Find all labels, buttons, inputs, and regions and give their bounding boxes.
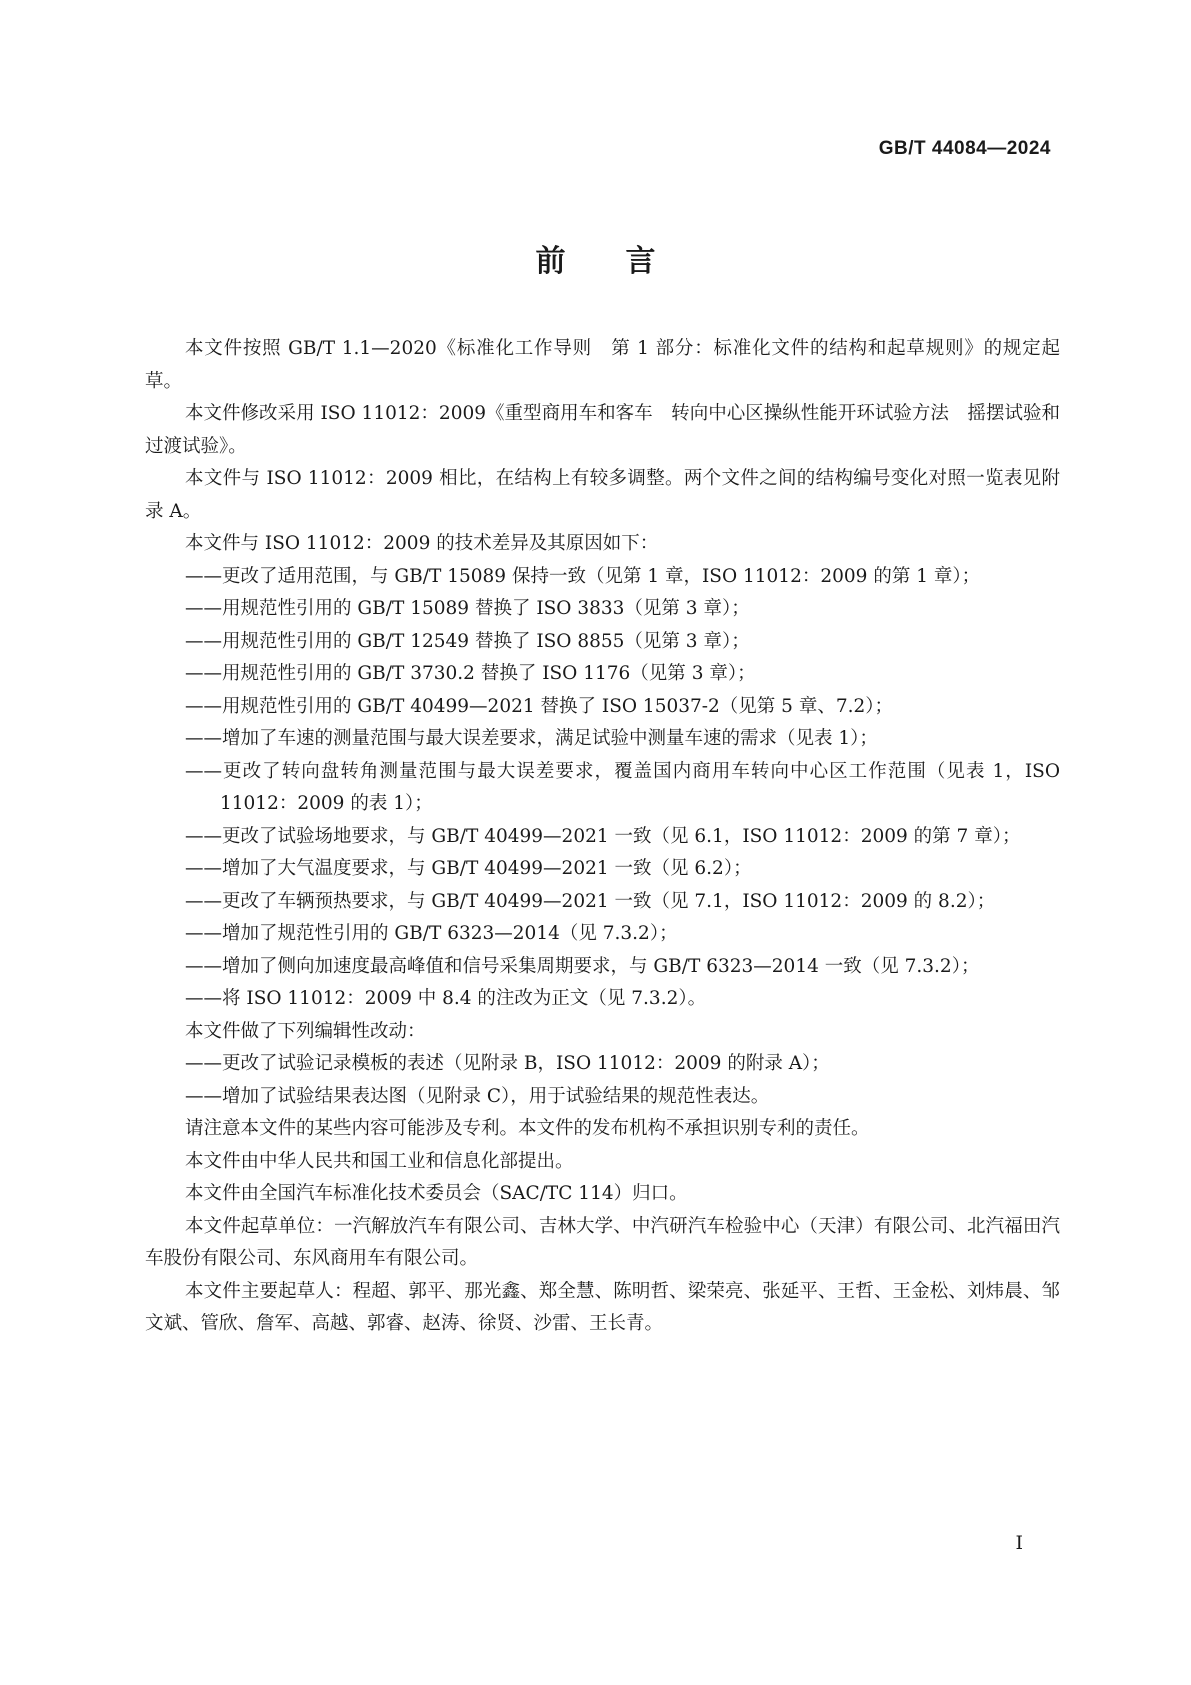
page-title: 前言 [535, 244, 716, 279]
editorial-change-item: ——更改了试验记录模板的表述（见附录 B，ISO 11012：2009 的附录 A）； [185, 1053, 830, 1074]
tech-diff-item: ——用规范性引用的 GB/T 12549 替换了 ISO 8855（见第 3 章）； [185, 630, 750, 652]
paragraph-administrator: 本文件由全国汽车标准化技术委员会（SAC/TC 114）归口。 [185, 1183, 688, 1204]
tech-diff-item: ——更改了车辆预热要求，与 GB/T 40499—2021 一致（见 7.1，ISO 11012：2009 的 8.2）； [185, 890, 996, 912]
document-body [145, 333, 1060, 1341]
paragraph-adoption: 本文件修改采用 ISO 11012：2009《重型商用车和客车 转向中心区操纵性能开环试验方法 摇摆试验和过渡试验》。 [145, 403, 1060, 457]
tech-diff-item: ——用规范性引用的 GB/T 15089 替换了 ISO 3833（见第 3 章）； [185, 598, 750, 619]
tech-diff-item: ——增加了大气温度要求，与 GB/T 40499—2021 一致（见 6.2）； [185, 858, 752, 879]
paragraph-drafting-units: 本文件起草单位：一汽解放汽车有限公司、吉林大学、中汽研汽车检验中心（天津）有限公司、北汽福田汽车股份有限公司、东风商用车有限公司。 [145, 1215, 1060, 1269]
paragraph-proposer: 本文件由中华人民共和国工业和信息化部提出。 [185, 1150, 574, 1172]
paragraph-patent-notice: 请注意本文件的某些内容可能涉及专利。本文件的发布机构不承担识别专利的责任。 [185, 1118, 870, 1139]
paragraph-drafters: 本文件主要起草人：程超、郭平、那光鑫、郑全慧、陈明哲、梁荣亮、张延平、王哲、王金松、刘炜晨、邹文斌、管欣、詹军、高越、郭睿、赵涛、徐贤、沙雷、王长青。 [145, 1280, 1060, 1334]
paragraph-structure-changes: 本文件与 ISO 11012：2009 相比，在结构上有较多调整。两个文件之间的结构编号变化对照一览表见附录 A。 [145, 468, 1060, 522]
editorial-change-item: ——增加了试验结果表达图（见附录 C），用于试验结果的规范性表达。 [185, 1085, 770, 1107]
tech-diff-item: ——增加了车速的测量范围与最大误差要求，满足试验中测量车速的需求（见表 1）； [185, 728, 878, 749]
standard-code: GB/T 44084—2024 [878, 138, 1051, 159]
tech-diff-item: ——用规范性引用的 GB/T 3730.2 替换了 ISO 1176（见第 3 章）； [185, 663, 756, 684]
tech-diff-item: ——将 ISO 11012：2009 中 8.4 的注改为正文（见 7.3.2）。 [185, 988, 707, 1009]
tech-diff-item: ——更改了适用范围，与 GB/T 15089 保持一致（见第 1 章，ISO 11012：2009 的第 1 章）； [185, 565, 981, 587]
paragraph-tech-diff-intro: 本文件与 ISO 11012：2009 的技术差异及其原因如下： [185, 533, 659, 554]
paragraph-drafting-basis: 本文件按照 GB/T 1.1—2020《标准化工作导则 第 1 部分：标准化文件的结构和起草规则》的规定起草。 [145, 338, 1060, 392]
tech-diff-item: ——增加了侧向加速度最高峰值和信号采集周期要求，与 GB/T 6323—2014 一致（见 7.3.2）； [185, 955, 980, 977]
tech-diff-item: ——增加了规范性引用的 GB/T 6323—2014（见 7.3.2）； [185, 923, 678, 944]
tech-diff-item: ——用规范性引用的 GB/T 40499—2021 替换了 ISO 15037-2（见第 5 章、7.2）； [185, 695, 894, 717]
tech-diff-item: ——更改了转向盘转角测量范围与最大误差要求，覆盖国内商用车转向中心区工作范围（见表 1，ISO 11012：2009 的表 1）； [185, 760, 1060, 814]
paragraph-editorial-intro: 本文件做了下列编辑性改动： [185, 1020, 426, 1042]
tech-diff-item: ——更改了试验场地要求，与 GB/T 40499—2021 一致（见 6.1，ISO 11012：2009 的第 7 章）； [185, 825, 1021, 847]
page-number: I [1015, 1532, 1023, 1554]
